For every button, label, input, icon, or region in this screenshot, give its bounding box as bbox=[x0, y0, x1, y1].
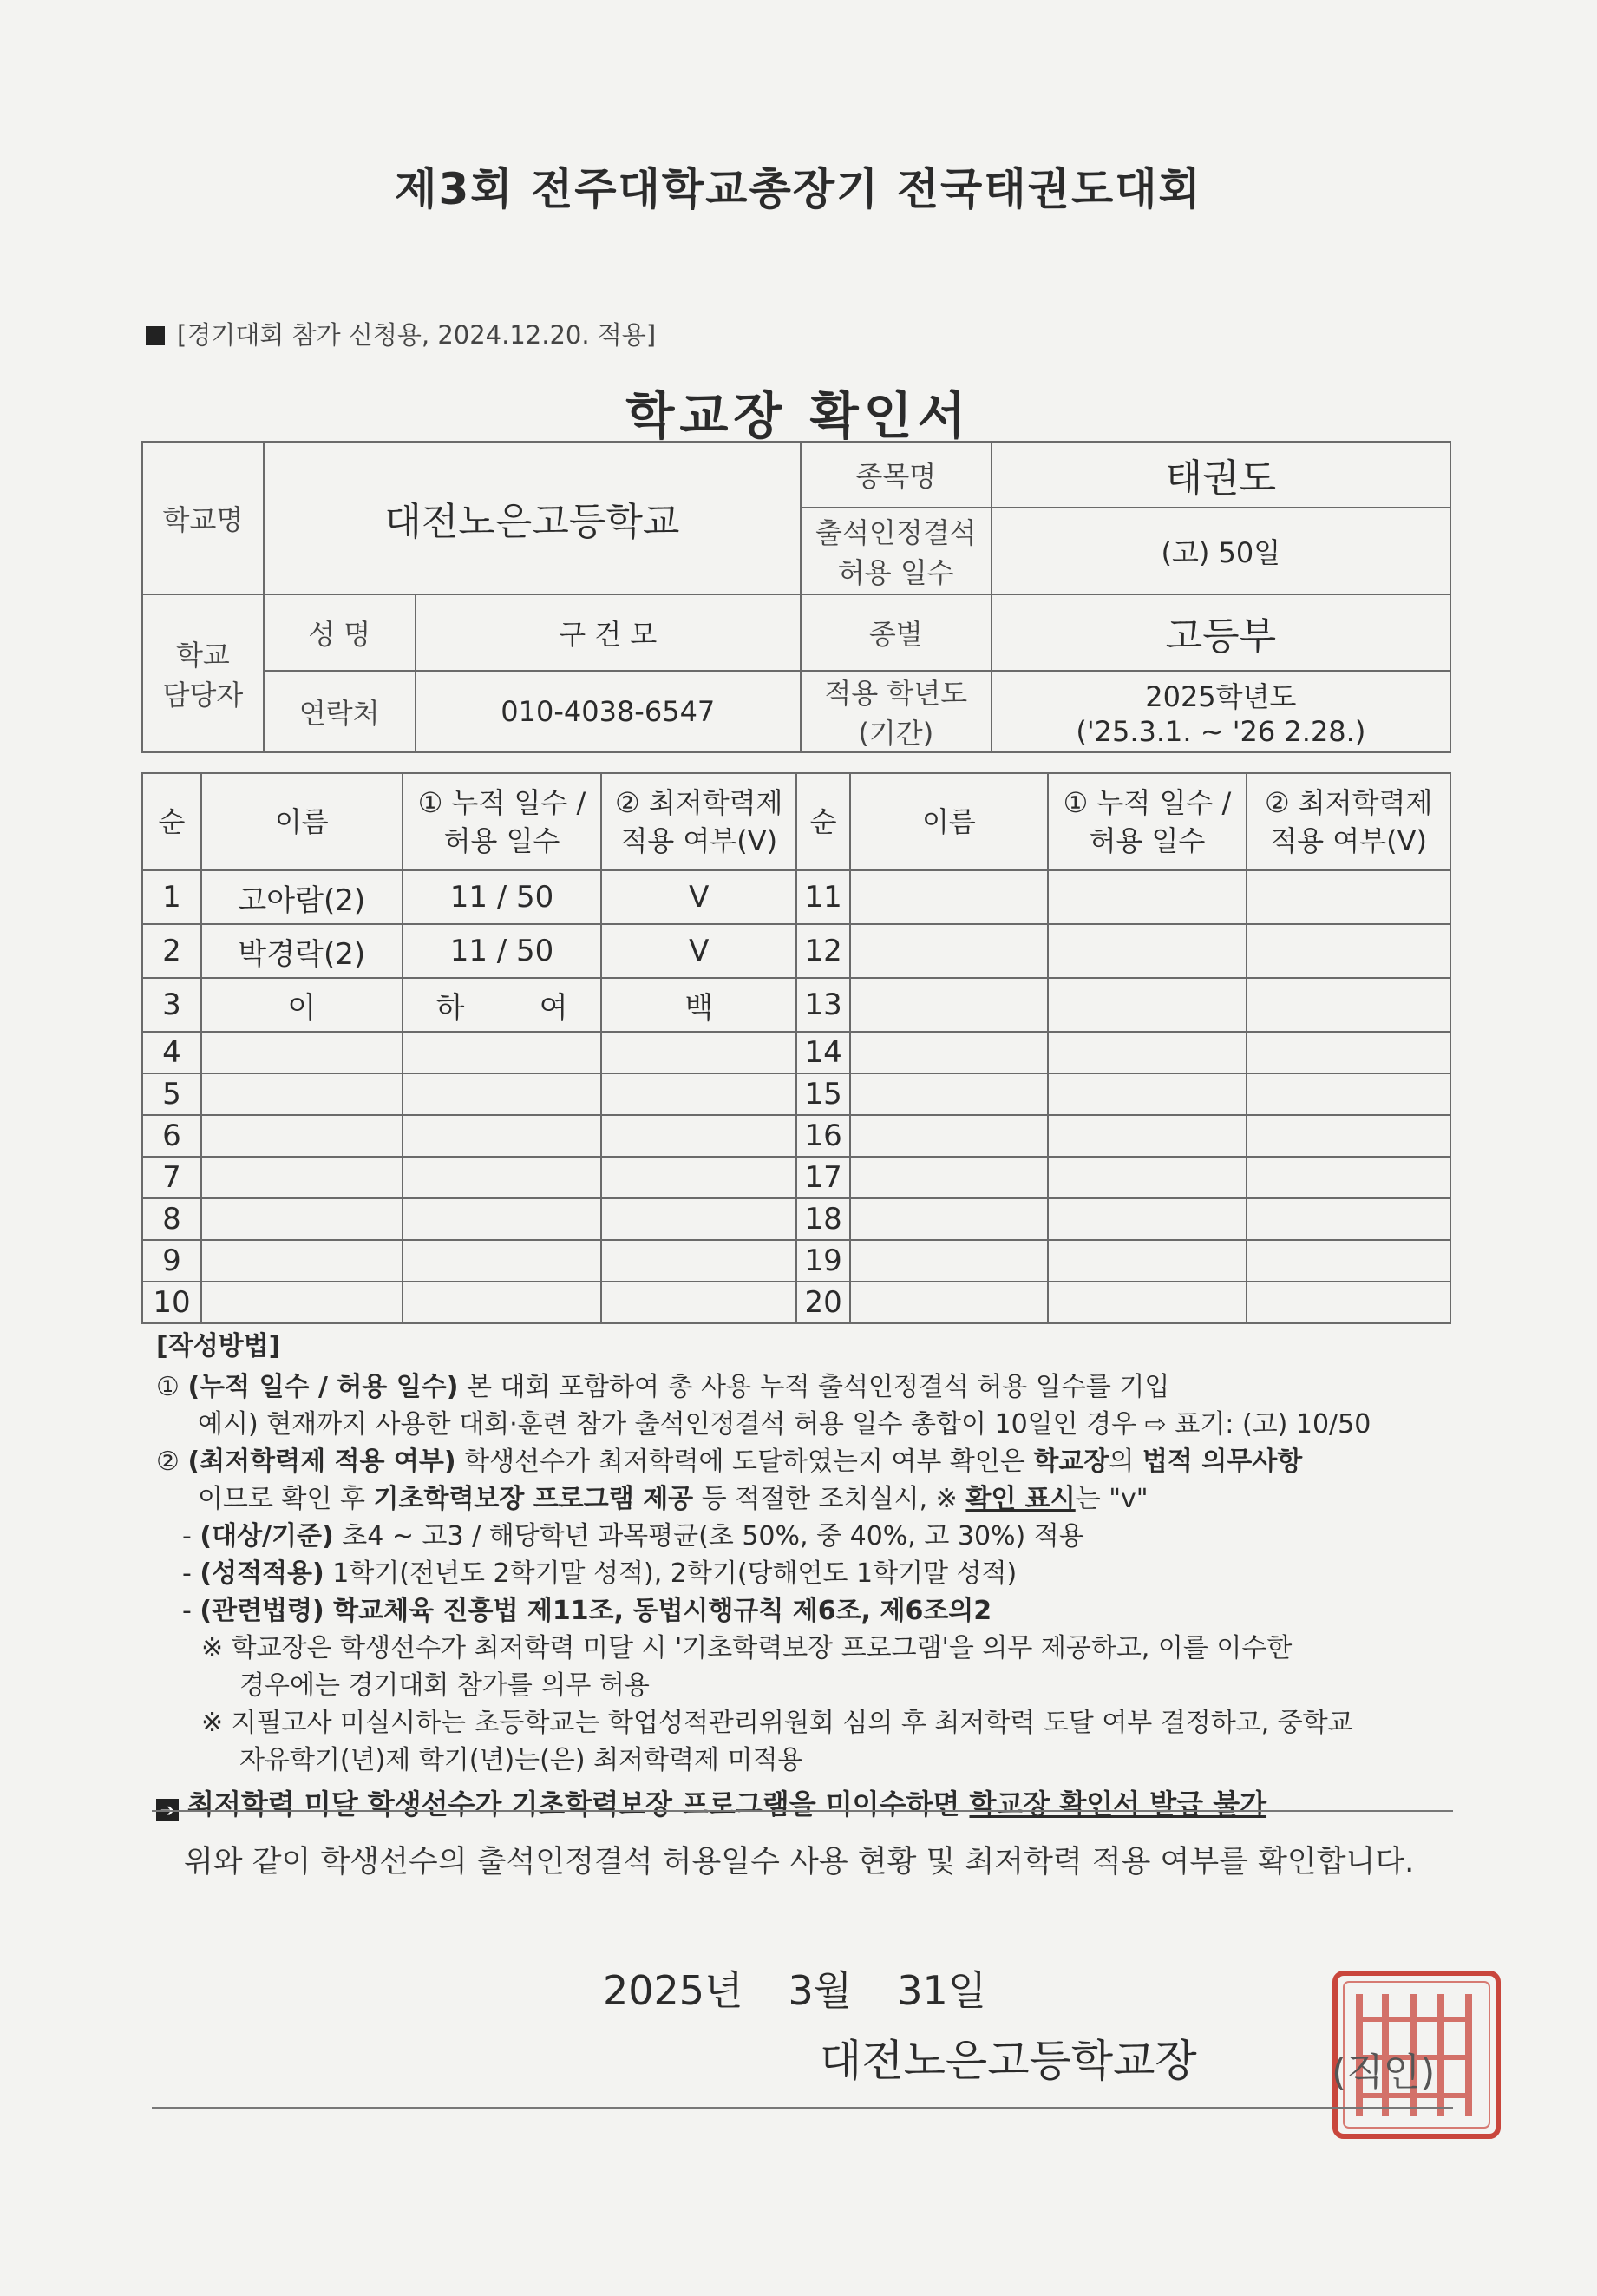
row-min bbox=[601, 1032, 796, 1073]
guide-text: 학교체육 진흥법 제11조, 동법시행규칙 제6조, 제6조의2 bbox=[324, 1596, 992, 1626]
header-min-line2: 적용 여부(V) bbox=[1270, 824, 1427, 857]
notice-underlined: 학교장 확인서 발급 불가 bbox=[969, 1788, 1267, 1820]
row-days bbox=[1048, 1115, 1247, 1157]
row-min bbox=[1247, 924, 1450, 978]
manager-label-line1: 학교 bbox=[175, 639, 230, 672]
row-no: 12 bbox=[796, 924, 850, 978]
row-days: 하 여 bbox=[403, 978, 602, 1032]
row-min bbox=[1247, 1157, 1450, 1198]
guide-line-2: 예시) 현재까지 사용한 대회·훈련 참가 출석인정결석 허용 일수 총합이 10일인 경우 ⇨ 표기: (고) 10/50 bbox=[198, 1409, 1371, 1440]
row-name bbox=[850, 978, 1048, 1032]
header-days bbox=[1048, 773, 1247, 870]
row-days: 11 / 50 bbox=[403, 870, 602, 924]
header-days-line2: 허용 일수 bbox=[443, 824, 560, 857]
row-no: 3 bbox=[142, 978, 201, 1032]
form-tag-text: [경기대회 참가 신청용, 2024.12.20. 적용] bbox=[177, 320, 657, 350]
row-days bbox=[403, 1032, 602, 1073]
row-days bbox=[1048, 1198, 1247, 1240]
guide-term: 확인 표시 bbox=[965, 1484, 1076, 1514]
row-name bbox=[201, 1073, 403, 1115]
guide-text: 는 "v" bbox=[1075, 1484, 1149, 1514]
guide-term: (관련법령) bbox=[200, 1596, 324, 1626]
seal-label: (직인) bbox=[1332, 2050, 1436, 2095]
absence-label-line1: 출석인정결석 bbox=[815, 516, 977, 549]
row-no: 7 bbox=[142, 1157, 201, 1198]
guide-text: 이므로 확인 후 bbox=[198, 1484, 374, 1514]
header-min bbox=[1247, 773, 1450, 870]
header-min-line1: ② 최저학력제 bbox=[1264, 786, 1433, 819]
row-min bbox=[1247, 870, 1450, 924]
header-no: 순 bbox=[796, 773, 850, 870]
row-days: 11 / 50 bbox=[403, 924, 602, 978]
row-no: 1 bbox=[142, 870, 201, 924]
date-day: 31일 bbox=[897, 1967, 987, 2014]
row-days bbox=[1048, 1240, 1247, 1282]
header-no: 순 bbox=[142, 773, 201, 870]
table-row bbox=[142, 1157, 1450, 1198]
row-name bbox=[850, 1240, 1048, 1282]
row-name bbox=[850, 1032, 1048, 1073]
row-no: 10 bbox=[142, 1282, 201, 1323]
row-min bbox=[601, 1240, 796, 1282]
guide-line-1 bbox=[156, 1368, 1457, 1406]
row-min: 백 bbox=[601, 978, 796, 1032]
row-days bbox=[403, 1282, 602, 1323]
table-row bbox=[142, 1115, 1450, 1157]
table-row bbox=[142, 870, 1450, 924]
row-name bbox=[201, 1032, 403, 1073]
row-no: 11 bbox=[796, 870, 850, 924]
guide-term: 학교장 bbox=[1033, 1446, 1109, 1477]
header-min bbox=[601, 773, 796, 870]
name-value: 구 건 모 bbox=[416, 594, 801, 671]
row-min bbox=[1247, 1282, 1450, 1323]
row-name bbox=[201, 1157, 403, 1198]
event-label: 종목명 bbox=[801, 442, 992, 508]
year-label-line2: (기간) bbox=[858, 717, 934, 750]
guide-term: (대상/기준) bbox=[200, 1521, 334, 1551]
notice-text: 최저학력 미달 학생선수가 기초학력보장 프로그램을 미이수하면 bbox=[187, 1788, 970, 1820]
table-row bbox=[142, 1240, 1450, 1282]
header-days-line1: ① 누적 일수 / bbox=[417, 786, 586, 819]
header-name: 이름 bbox=[850, 773, 1048, 870]
row-name bbox=[850, 1282, 1048, 1323]
row-no: 20 bbox=[796, 1282, 850, 1323]
table-row bbox=[142, 978, 1450, 1032]
row-days bbox=[1048, 1282, 1247, 1323]
row-name bbox=[850, 1073, 1048, 1115]
divider bbox=[152, 2107, 1453, 2109]
row-min: V bbox=[601, 924, 796, 978]
header-days-line2: 허용 일수 bbox=[1089, 824, 1206, 857]
divider bbox=[152, 1810, 1453, 1812]
confirmation-statement: 위와 같이 학생선수의 출석인정결석 허용일수 사용 현황 및 최저학력 적용 여부를 확인합니다. bbox=[184, 1845, 1415, 1879]
guide-line-7: - (관련법령) 학교체육 진흥법 제11조, 동법시행규칙 제6조, 제6조의2 bbox=[182, 1596, 992, 1626]
row-name bbox=[850, 924, 1048, 978]
guide-term: (누적 일수 / 허용 일수) bbox=[187, 1372, 459, 1402]
row-no: 17 bbox=[796, 1157, 850, 1198]
roster-table bbox=[141, 772, 1451, 1324]
row-days bbox=[403, 1073, 602, 1115]
guide-line-5: - (대상/기준) 초4 ~ 고3 / 해당학년 과목평균(초 50%, 중 40%, 고 30%) 적용 bbox=[182, 1521, 1084, 1551]
header-min-line1: ② 최저학력제 bbox=[615, 786, 783, 819]
row-no: 15 bbox=[796, 1073, 850, 1115]
row-name: 고아람(2) bbox=[201, 870, 403, 924]
table-row bbox=[142, 1282, 1450, 1323]
year-value-line1: 2025학년도 bbox=[1145, 680, 1297, 713]
row-no: 13 bbox=[796, 978, 850, 1032]
row-days bbox=[403, 1115, 602, 1157]
row-no: 18 bbox=[796, 1198, 850, 1240]
row-min bbox=[1247, 1115, 1450, 1157]
year-label bbox=[801, 671, 992, 752]
event-value: 태권도 bbox=[992, 442, 1450, 508]
issue-date bbox=[603, 1959, 1031, 2017]
guide-text: 1학기(전년도 2학기말 성적), 2학기(당해연도 1학기말 성적) bbox=[324, 1558, 1018, 1589]
row-days bbox=[1048, 1157, 1247, 1198]
row-name bbox=[850, 1198, 1048, 1240]
event-title: 제3회 전주대학교총장기 전국태권도대회 bbox=[395, 164, 1202, 214]
row-name bbox=[201, 1282, 403, 1323]
signer-name: 대전노은고등학교장 bbox=[820, 2036, 1197, 2086]
form-tag bbox=[146, 316, 656, 351]
guide-line-9: 경우에는 경기대회 참가를 의무 허용 bbox=[239, 1670, 650, 1701]
row-min bbox=[601, 1198, 796, 1240]
row-name bbox=[850, 1157, 1048, 1198]
guide-line-3 bbox=[156, 1443, 1457, 1480]
row-days bbox=[403, 1198, 602, 1240]
row-days bbox=[1048, 1032, 1247, 1073]
manager-label-line2: 담당자 bbox=[162, 679, 244, 712]
contact-label: 연락처 bbox=[264, 671, 416, 752]
table-row bbox=[142, 1073, 1450, 1115]
writing-guide bbox=[156, 1328, 1457, 1823]
row-name bbox=[201, 1198, 403, 1240]
row-name bbox=[201, 1240, 403, 1282]
row-no: 8 bbox=[142, 1198, 201, 1240]
guide-text: 본 대회 포함하여 총 사용 누적 출석인정결석 허용 일수를 기입 bbox=[458, 1372, 1170, 1402]
absence-label-line2: 허용 일수 bbox=[837, 556, 954, 589]
row-min bbox=[1247, 978, 1450, 1032]
guide-notice bbox=[156, 1786, 1457, 1823]
document-title: 학교장 확인서 bbox=[625, 386, 972, 445]
guide-term: 법적 의무사항 bbox=[1142, 1446, 1303, 1477]
row-min bbox=[1247, 1198, 1450, 1240]
year-value-line2: ('25.3.1. ~ '26 2.28.) bbox=[1076, 715, 1366, 748]
name-label: 성 명 bbox=[264, 594, 416, 671]
division-value: 고등부 bbox=[992, 594, 1450, 671]
table-row bbox=[142, 924, 1450, 978]
school-name: 대전노은고등학교 bbox=[264, 442, 801, 594]
row-min bbox=[601, 1115, 796, 1157]
guide-heading: [작성방법] bbox=[156, 1331, 281, 1361]
guide-line-4 bbox=[156, 1480, 1457, 1518]
header-name: 이름 bbox=[201, 773, 403, 870]
guide-line-6: - (성적적용) 1학기(전년도 2학기말 성적), 2학기(당해연도 1학기말 성적) bbox=[182, 1558, 1018, 1589]
guide-text: 의 bbox=[1109, 1446, 1142, 1477]
row-no: 5 bbox=[142, 1073, 201, 1115]
row-min bbox=[601, 1157, 796, 1198]
row-no: 2 bbox=[142, 924, 201, 978]
row-days bbox=[1048, 870, 1247, 924]
header-days bbox=[403, 773, 602, 870]
year-value bbox=[992, 671, 1450, 752]
header-days-line1: ① 누적 일수 / bbox=[1063, 786, 1232, 819]
table-row bbox=[142, 1032, 1450, 1073]
guide-text: 등 적절한 조치실시, ※ bbox=[693, 1484, 966, 1514]
absence-value: (고) 50일 bbox=[992, 508, 1450, 594]
year-label-line1: 적용 학년도 bbox=[824, 677, 968, 710]
row-min bbox=[1247, 1073, 1450, 1115]
header-min-line2: 적용 여부(V) bbox=[620, 824, 778, 857]
row-name bbox=[850, 1115, 1048, 1157]
row-min bbox=[601, 1073, 796, 1115]
guide-term: 기초학력보장 프로그램 제공 bbox=[373, 1484, 694, 1514]
guide-line-8: ※ 학교장은 학생선수가 최저학력 미달 시 '기초학력보장 프로그램'을 의무 제공하고, 이를 이수한 bbox=[201, 1633, 1293, 1663]
guide-line-10: ※ 지필고사 미실시하는 초등학교는 학업성적관리위원회 심의 후 최저학력 도달 여부 결정하고, 중학교 bbox=[201, 1708, 1353, 1738]
table-row bbox=[142, 1198, 1450, 1240]
guide-line-11: 자유학기(년)제 학기(년)는(은) 최저학력제 미적용 bbox=[239, 1745, 803, 1775]
guide-text: 학생선수가 최저학력에 도달하였는지 여부 확인은 bbox=[455, 1446, 1034, 1477]
row-days bbox=[1048, 978, 1247, 1032]
row-min bbox=[1247, 1032, 1450, 1073]
guide-term: (성적적용) bbox=[200, 1558, 324, 1589]
date-month: 3월 bbox=[788, 1967, 853, 2014]
absence-label bbox=[801, 508, 992, 594]
row-min bbox=[601, 1282, 796, 1323]
school-info-table bbox=[141, 441, 1451, 753]
roster-header-row bbox=[142, 773, 1450, 870]
contact-value: 010-4038-6547 bbox=[416, 671, 801, 752]
row-name: 이 bbox=[201, 978, 403, 1032]
row-days bbox=[403, 1157, 602, 1198]
row-no: 19 bbox=[796, 1240, 850, 1282]
row-days bbox=[1048, 1073, 1247, 1115]
row-min: V bbox=[601, 870, 796, 924]
guide-term: (최저학력제 적용 여부) bbox=[187, 1446, 456, 1477]
school-label: 학교명 bbox=[142, 442, 264, 594]
row-no: 6 bbox=[142, 1115, 201, 1157]
row-min bbox=[1247, 1240, 1450, 1282]
row-name: 박경락(2) bbox=[201, 924, 403, 978]
manager-label bbox=[142, 594, 264, 752]
row-no: 14 bbox=[796, 1032, 850, 1073]
row-days bbox=[1048, 924, 1247, 978]
circle-one-icon: ① bbox=[156, 1372, 180, 1402]
division-label: 종별 bbox=[801, 594, 992, 671]
row-no: 16 bbox=[796, 1115, 850, 1157]
guide-text: 초4 ~ 고3 / 해당학년 과목평균(초 50%, 중 40%, 고 30%) 적용 bbox=[333, 1521, 1084, 1551]
square-bullet-icon bbox=[146, 326, 165, 345]
row-name bbox=[850, 870, 1048, 924]
row-name bbox=[201, 1115, 403, 1157]
circle-two-icon: ② bbox=[156, 1446, 180, 1477]
arrow-box-icon: ➔ bbox=[156, 1799, 179, 1821]
row-days bbox=[403, 1240, 602, 1282]
row-no: 4 bbox=[142, 1032, 201, 1073]
row-no: 9 bbox=[142, 1240, 201, 1282]
date-year: 2025년 bbox=[603, 1967, 743, 2014]
